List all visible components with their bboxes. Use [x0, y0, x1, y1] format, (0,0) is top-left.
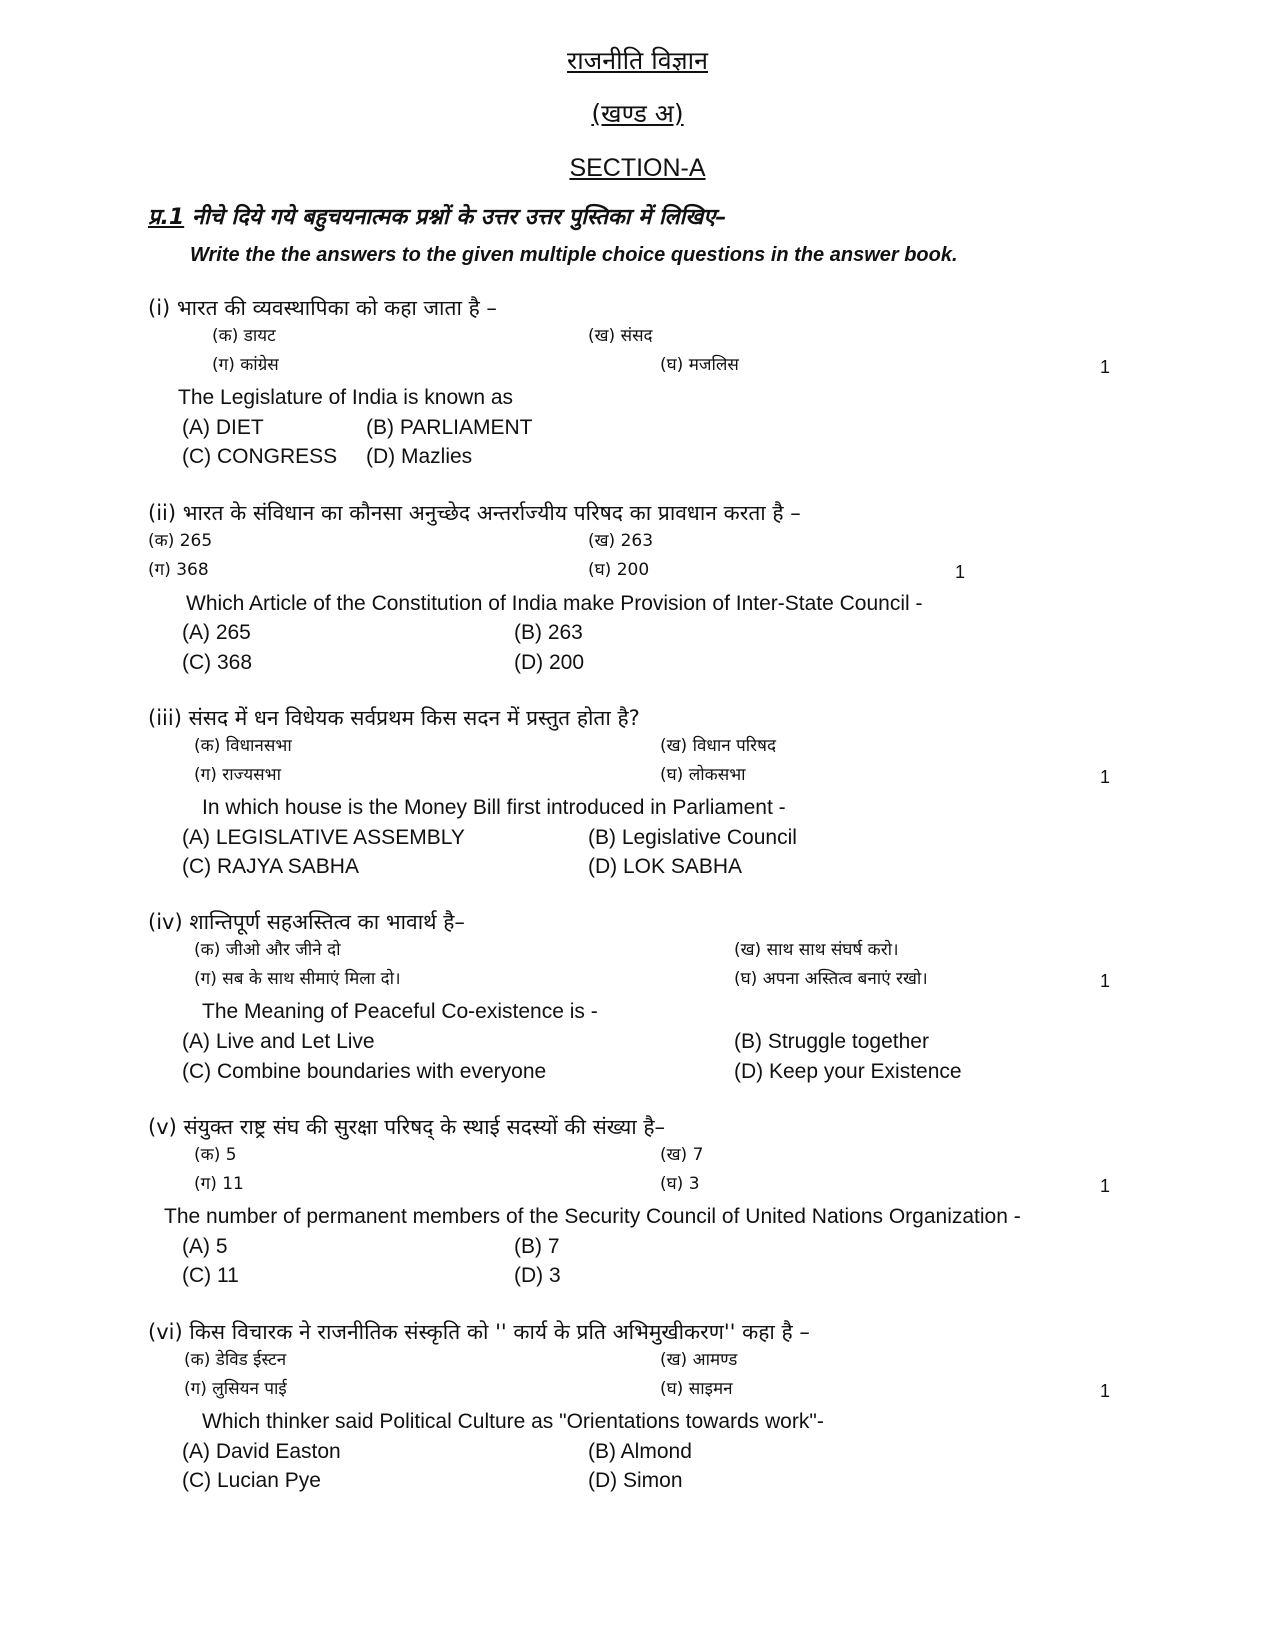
question-hindi: (v) संयुक्त राष्ट्र संघ की सुरक्षा परिषद् के स्थाई सदस्यों की संख्या है–	[148, 1115, 666, 1139]
hindi-option-a: (क) विधानसभा	[194, 736, 292, 756]
english-option-a: (A) LEGISLATIVE ASSEMBLY	[182, 826, 465, 849]
question-english: In which house is the Money Bill first introduced in Parliament -	[202, 796, 786, 819]
english-option-c: (C) Combine boundaries with everyone	[182, 1060, 547, 1083]
hindi-option-d: (घ) लोकसभा	[660, 765, 746, 785]
hindi-option-c: (ग) राज्यसभा	[194, 765, 282, 785]
hindi-option-c: (ग) सब के साथ सीमाएं मिला दो।	[194, 969, 401, 989]
english-option-a: (A) 265	[182, 621, 251, 644]
english-option-c: (C) CONGRESS	[182, 445, 338, 468]
hindi-option-b: (ख) संसद	[588, 326, 653, 346]
marks: 1	[1100, 1381, 1111, 1401]
instruction-hindi	[148, 207, 726, 229]
marks: 1	[1100, 767, 1111, 787]
english-option-a: (A) Live and Let Live	[182, 1030, 375, 1053]
english-option-a: (A) DIET	[182, 416, 264, 439]
english-option-d: (D) Simon	[588, 1469, 683, 1492]
english-option-d: (D) 200	[514, 651, 585, 674]
marks: 1	[1100, 1176, 1111, 1196]
english-option-c: (C) RAJYA SABHA	[182, 855, 359, 878]
instruction-hindi-text: नीचे दिये गये बहुचयनात्मक प्रश्नों के उत्तर उत्तर पुस्तिका में लिखिए–	[184, 205, 727, 230]
question-number: प्र.1	[148, 205, 185, 230]
question-hindi: (ii) भारत के संविधान का कौनसा अनुच्छेद अन्तर्राज्यीय परिषद का प्रावधान करता है –	[148, 501, 801, 525]
hindi-option-d: (घ) 200	[588, 560, 650, 580]
question-english: The number of permanent members of the Security Council of United Nations Organization -	[164, 1205, 1021, 1228]
hindi-option-a: (क) डेविड ईस्टन	[184, 1350, 287, 1370]
hindi-option-d: (घ) मजलिस	[660, 355, 739, 375]
english-option-c: (C) 368	[182, 651, 253, 674]
hindi-option-b: (ख) 7	[660, 1145, 704, 1165]
section-title-hindi: (खण्ड अ)	[591, 99, 684, 128]
subject-title: राजनीति विज्ञान	[566, 46, 709, 75]
hindi-option-c: (ग) 11	[194, 1174, 244, 1194]
hindi-option-c: (ग) लुसियन पाई	[184, 1379, 287, 1399]
hindi-option-a: (क) जीओ और जीने दो	[194, 940, 341, 960]
hindi-option-d: (घ) साइमन	[660, 1379, 733, 1399]
english-option-b: (B) 263	[514, 621, 583, 644]
instruction-english: Write the the answers to the given multiple choice questions in the answer book.	[190, 244, 958, 266]
hindi-option-b: (ख) साथ साथ संघर्ष करो।	[734, 940, 899, 960]
hindi-option-b: (ख) 263	[588, 531, 654, 551]
question-hindi: (i) भारत की व्यवस्थापिका को कहा जाता है –	[148, 296, 497, 320]
marks: 1	[1100, 971, 1111, 991]
english-option-d: (D) 3	[514, 1264, 561, 1287]
hindi-option-b: (ख) आमण्ड	[660, 1350, 738, 1370]
question-hindi: (iv) शान्तिपूर्ण सहअस्तित्व का भावार्थ है–	[148, 910, 465, 934]
hindi-option-c: (ग) कांग्रेस	[212, 355, 279, 375]
english-option-b: (B) Struggle together	[734, 1030, 929, 1053]
question-english: Which Article of the Constitution of India make Provision of Inter-State Council -	[186, 592, 923, 615]
question-hindi: (iii) संसद में धन विधेयक सर्वप्रथम किस सदन में प्रस्तुत होता है?	[148, 706, 640, 730]
hindi-option-c: (ग) 368	[148, 560, 209, 580]
hindi-option-a: (क) 5	[194, 1145, 237, 1165]
english-option-c: (C) Lucian Pye	[182, 1469, 321, 1492]
english-option-a: (A) 5	[182, 1235, 228, 1258]
marks: 1	[955, 562, 966, 582]
hindi-option-b: (ख) विधान परिषद	[660, 736, 776, 756]
question-hindi: (vi) किस विचारक ने राजनीतिक संस्कृति को '' कार्य के प्रति अभिमुखीकरण'' कहा है –	[148, 1320, 810, 1344]
english-option-b: (B) Legislative Council	[588, 826, 797, 849]
question-english: The Meaning of Peaceful Co-existence is -	[202, 1000, 598, 1023]
english-option-d: (D) LOK SABHA	[588, 855, 743, 878]
hindi-option-d: (घ) 3	[660, 1174, 700, 1194]
question-english: Which thinker said Political Culture as "Orientations towards work"-	[202, 1410, 824, 1433]
english-option-b: (B) Almond	[588, 1440, 692, 1463]
hindi-option-a: (क) डायट	[212, 326, 276, 346]
question-english: The Legislature of India is known as	[178, 386, 514, 409]
english-option-d: (D) Mazlies	[366, 445, 473, 468]
english-option-a: (A) David Easton	[182, 1440, 341, 1463]
hindi-option-a: (क) 265	[148, 531, 213, 551]
english-option-b: (B) PARLIAMENT	[366, 416, 533, 439]
section-title-english: SECTION-A	[569, 154, 706, 182]
english-option-b: (B) 7	[514, 1235, 560, 1258]
hindi-option-d: (घ) अपना अस्तित्व बनाएं रखो।	[734, 969, 928, 989]
english-option-d: (D) Keep your Existence	[734, 1060, 962, 1083]
english-option-c: (C) 11	[182, 1264, 239, 1287]
marks: 1	[1100, 357, 1111, 377]
